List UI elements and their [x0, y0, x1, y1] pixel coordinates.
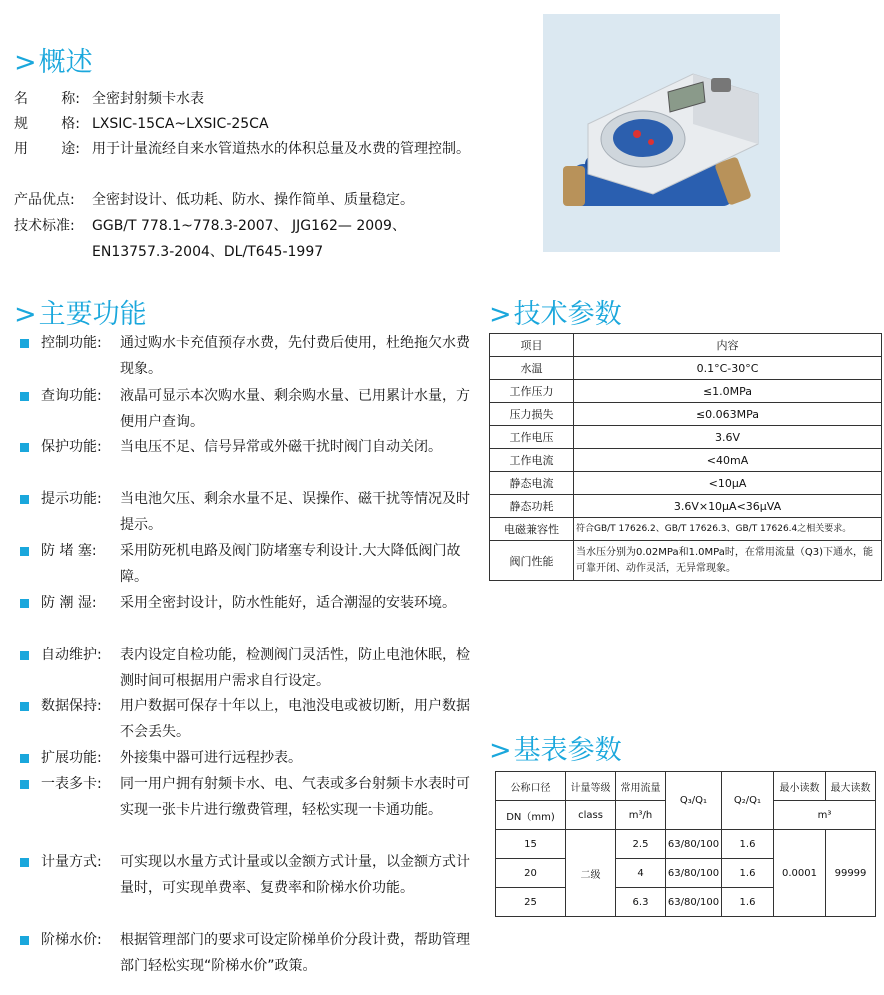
table-row: 压力损失 ≤0.063MPa: [490, 403, 882, 426]
table-row: 工作电流 <40mA: [490, 449, 882, 472]
overview-row-advantages: 产品优点: 全密封设计、低功耗、防水、操作简单、质量稳定。: [14, 192, 414, 208]
overview-row-spec: 规 格: LXSIC-15CA~LXSIC-25CA: [14, 116, 269, 132]
table-row: 工作电压 3.6V: [490, 426, 882, 449]
square-bullet-icon: [20, 936, 29, 945]
square-bullet-icon: [20, 443, 29, 452]
square-bullet-icon: [20, 599, 29, 608]
function-item: 一表多卡: 同一用户拥有射频卡水、电、气表或多台射频卡水表时可实现一张卡片进行缴费管理，轻松实现一卡通功能。: [20, 771, 475, 823]
table-row: 静态功耗 3.6V×10μA<36μVA: [490, 495, 882, 518]
function-item: 防 堵 塞: 采用防死机电路及阀门防堵塞专利设计.大大降低阀门故障。: [20, 538, 475, 590]
tech-params-table: [489, 333, 882, 581]
table-row: 25 6.3 63/80/100 1.6: [496, 888, 876, 917]
function-item: 自动维护: 表内设定自检功能，检测阀门灵活性，防止电池休眠，检测时间可根据用户需求自行设定。: [20, 642, 475, 694]
overview-title: >概述: [14, 47, 93, 78]
base-params-table: [495, 771, 876, 917]
product-image-water-meter: [543, 14, 780, 252]
function-item: 防 潮 湿: 采用全密封设计，防水性能好，适合潮湿的安装环境。: [20, 590, 475, 616]
table-row: 工作压力 ≤1.0MPa: [490, 380, 882, 403]
overview-row-usage: 用 途: 用于计量流经自来水管道热水的体积总量及水费的管理控制。: [14, 141, 470, 157]
function-item: 控制功能: 通过购水卡充值预存水费，先付费后使用，杜绝拖欠水费现象。: [20, 330, 475, 382]
tech-title: >技术参数: [489, 299, 622, 330]
square-bullet-icon: [20, 858, 29, 867]
function-item: 扩展功能: 外接集中器可进行远程抄表。: [20, 745, 475, 771]
table-row: 20 4 63/80/100 1.6: [496, 859, 876, 888]
base-title: >基表参数: [489, 735, 622, 766]
square-bullet-icon: [20, 651, 29, 660]
table-header-row: DN（mm) class m³/h m³: [496, 801, 876, 830]
square-bullet-icon: [20, 392, 29, 401]
square-bullet-icon: [20, 339, 29, 348]
water-meter-icon: [543, 14, 780, 252]
function-item: 计量方式: 可实现以水量方式计量或以金额方式计量，以金额方式计量时，可实现单费率、复费率和阶梯水价功能。: [20, 849, 475, 901]
table-header-row: 项目 内容: [490, 334, 882, 357]
table-row: 阀门性能 当水压分别为0.02MPa和1.0MPa时，在常用流量（Q3)下通水，能可靠开闭、动作灵活，无异常现象。: [490, 541, 882, 581]
table-header-row: 公称口径 计量等级 常用流量 Q₃/Q₁ Q₂/Q₁ 最小读数 最大读数: [496, 772, 876, 801]
function-item: 保护功能: 当电压不足、信号异常或外磁干扰时阀门自动关闭。: [20, 434, 475, 460]
function-item: 阶梯水价: 根据管理部门的要求可设定阶梯单价分段计费，帮助管理部门轻松实现“阶梯水价”政策。: [20, 927, 475, 979]
table-row: 水温 0.1°C-30°C: [490, 357, 882, 380]
table-row: 电磁兼容性 符合GB/T 17626.2、GB/T 17626.3、GB/T 17626.4之相关要求。: [490, 518, 882, 541]
square-bullet-icon: [20, 702, 29, 711]
function-item: 查询功能: 液晶可显示本次购水量、剩余购水量、已用累计水量，方便用户查询。: [20, 383, 475, 435]
function-item: 数据保持: 用户数据可保存十年以上，电池没电或被切断，用户数据不会丢失。: [20, 693, 475, 745]
overview-row-name: 名 称: 全密封射频卡水表: [14, 91, 204, 107]
functions-title: >主要功能: [14, 299, 147, 330]
table-row: 15 二级 2.5 63/80/100 1.6 0.0001 99999: [496, 830, 876, 859]
table-row: 静态电流 <10μA: [490, 472, 882, 495]
square-bullet-icon: [20, 754, 29, 763]
square-bullet-icon: [20, 495, 29, 504]
square-bullet-icon: [20, 547, 29, 556]
overview-row-standards: 技术标准: GGB/T 778.1~778.3-2007、 JJG162— 2009、EN13757.3-2004、DL/T645-1997: [14, 218, 406, 260]
square-bullet-icon: [20, 780, 29, 789]
function-item: 提示功能: 当电池欠压、剩余水量不足、误操作、磁干扰等情况及时提示。: [20, 486, 475, 538]
